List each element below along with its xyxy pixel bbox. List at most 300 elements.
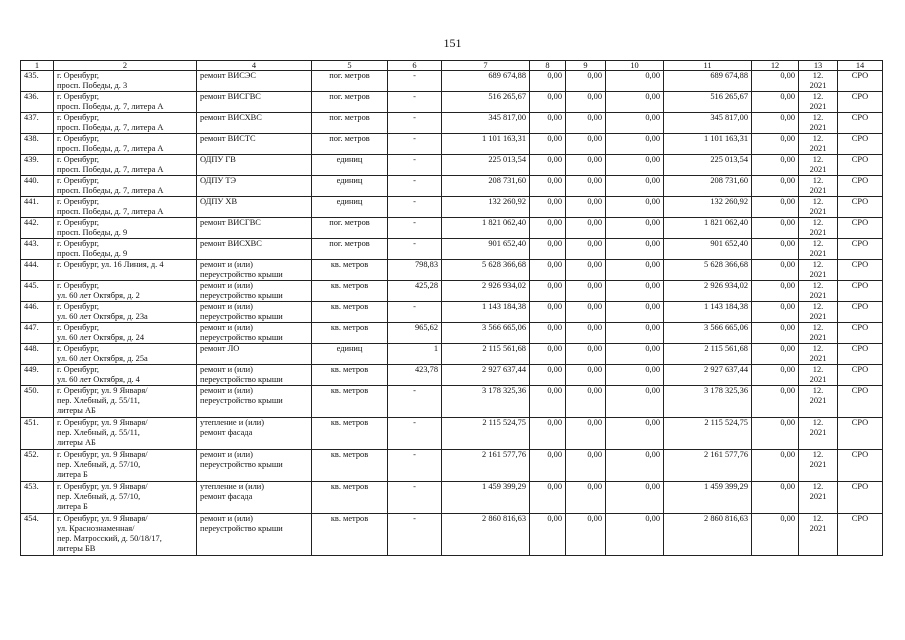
col-8: 0,00: [530, 92, 566, 113]
volume: -: [388, 134, 442, 155]
work-type-line: ремонт фасада: [200, 428, 253, 437]
address-line: пер. Хлебный, д. 55/11,: [57, 396, 140, 405]
table-row: [21, 344, 883, 365]
work-type: [197, 218, 312, 239]
col-10: 0,00: [606, 344, 664, 365]
table-body: [21, 71, 883, 556]
completion-date: [799, 197, 838, 218]
funding-source: СРО: [838, 302, 883, 323]
column-header: 5: [312, 61, 388, 71]
address-line: г. Оренбург,: [57, 281, 100, 290]
total-cost: 3 566 665,06: [442, 323, 530, 344]
funding-source: СРО: [838, 113, 883, 134]
col-10: 0,00: [606, 450, 664, 482]
unit: кв. метров: [312, 281, 388, 302]
work-type-line: ремонт ВИСХВС: [200, 239, 262, 248]
completion-date-line: 2021: [809, 375, 827, 384]
col-11: 2 161 577,76: [664, 450, 752, 482]
total-cost: 132 260,92: [442, 197, 530, 218]
column-header: 7: [442, 61, 530, 71]
volume: -: [388, 386, 442, 418]
col-11: 1 101 163,31: [664, 134, 752, 155]
col-9: 0,00: [566, 482, 606, 514]
col-8: 0,00: [530, 113, 566, 134]
table-row: [21, 482, 883, 514]
address-line: просп. Победы, д. 7, литера А: [57, 186, 164, 195]
table-row: [21, 71, 883, 92]
row-number: 445.: [21, 281, 54, 302]
address-line: г. Оренбург,: [57, 92, 100, 101]
completion-date-line: 2021: [809, 524, 827, 533]
col-10: 0,00: [606, 155, 664, 176]
work-type: [197, 92, 312, 113]
table-row: [21, 92, 883, 113]
address-line: просп. Победы, д. 7, литера А: [57, 144, 164, 153]
col-8: 0,00: [530, 218, 566, 239]
page-number: 151: [443, 36, 462, 50]
table-row: [21, 386, 883, 418]
volume: -: [388, 482, 442, 514]
volume: -: [388, 92, 442, 113]
total-cost: 2 926 934,02: [442, 281, 530, 302]
address: [54, 239, 197, 260]
completion-date-line: 2021: [809, 354, 827, 363]
col-11: 3 178 325,36: [664, 386, 752, 418]
completion-date: [799, 514, 838, 556]
total-cost: 1 821 062,40: [442, 218, 530, 239]
completion-date-line: 12.: [812, 176, 824, 185]
col-11: 1 143 184,38: [664, 302, 752, 323]
volume: -: [388, 514, 442, 556]
volume: 798,83: [388, 260, 442, 281]
volume: -: [388, 218, 442, 239]
address-line: ул. Краснознаменная/: [57, 524, 135, 533]
row-number: 435.: [21, 71, 54, 92]
completion-date-line: 12.: [812, 260, 824, 269]
address: [54, 113, 197, 134]
col-9: 0,00: [566, 344, 606, 365]
work-type: [197, 197, 312, 218]
row-number: 442.: [21, 218, 54, 239]
col-12: 0,00: [752, 260, 799, 281]
col-12: 0,00: [752, 113, 799, 134]
col-11: 1 821 062,40: [664, 218, 752, 239]
column-header: 13: [799, 61, 838, 71]
col-11: 901 652,40: [664, 239, 752, 260]
total-cost: 1 459 399,29: [442, 482, 530, 514]
col-9: 0,00: [566, 71, 606, 92]
table-row: [21, 323, 883, 344]
funding-source: СРО: [838, 365, 883, 386]
completion-date-line: 12.: [812, 197, 824, 206]
work-type-line: ремонт ВИСХВС: [200, 113, 262, 122]
row-number: 451.: [21, 418, 54, 450]
completion-date: [799, 113, 838, 134]
unit: пог. метров: [312, 134, 388, 155]
work-type-line: переустройство крыши: [200, 291, 283, 300]
address-line: пер. Хлебный, д. 57/10,: [57, 492, 141, 501]
completion-date-line: 12.: [812, 302, 824, 311]
col-11: 689 674,88: [664, 71, 752, 92]
total-cost: 689 674,88: [442, 71, 530, 92]
col-12: 0,00: [752, 155, 799, 176]
column-header: 10: [606, 61, 664, 71]
col-8: 0,00: [530, 450, 566, 482]
table-row: [21, 302, 883, 323]
completion-date-line: 12.: [812, 155, 824, 164]
completion-date-line: 2021: [809, 270, 827, 279]
address-line: литеры АБ: [57, 438, 96, 447]
col-8: 0,00: [530, 260, 566, 281]
completion-date-line: 2021: [809, 428, 827, 437]
col-12: 0,00: [752, 281, 799, 302]
volume: -: [388, 71, 442, 92]
table-row: [21, 155, 883, 176]
col-12: 0,00: [752, 239, 799, 260]
column-header: 1: [21, 61, 54, 71]
completion-date-line: 2021: [809, 228, 827, 237]
funding-source: СРО: [838, 239, 883, 260]
col-11: 2 926 934,02: [664, 281, 752, 302]
capital-repair-table: [20, 60, 883, 556]
table-row: [21, 365, 883, 386]
row-number: 446.: [21, 302, 54, 323]
completion-date: [799, 92, 838, 113]
column-header: 11: [664, 61, 752, 71]
column-header: 9: [566, 61, 606, 71]
completion-date-line: 2021: [809, 102, 827, 111]
address-line: г. Оренбург,: [57, 344, 100, 353]
address-line: г. Оренбург,: [57, 155, 100, 164]
address-line: литера Б: [57, 470, 88, 479]
col-8: 0,00: [530, 344, 566, 365]
unit: кв. метров: [312, 386, 388, 418]
total-cost: 225 013,54: [442, 155, 530, 176]
work-type-line: переустройство крыши: [200, 524, 283, 533]
unit: кв. метров: [312, 482, 388, 514]
volume: -: [388, 155, 442, 176]
column-header: 4: [197, 61, 312, 71]
unit: кв. метров: [312, 418, 388, 450]
row-number: 437.: [21, 113, 54, 134]
col-12: 0,00: [752, 482, 799, 514]
address: [54, 386, 197, 418]
work-type-line: переустройство крыши: [200, 270, 283, 279]
completion-date: [799, 302, 838, 323]
table-row: [21, 281, 883, 302]
total-cost: 516 265,67: [442, 92, 530, 113]
col-12: 0,00: [752, 218, 799, 239]
completion-date: [799, 418, 838, 450]
address: [54, 450, 197, 482]
work-type: [197, 281, 312, 302]
address-line: г. Оренбург,: [57, 302, 100, 311]
completion-date-line: 12.: [812, 113, 824, 122]
work-type: [197, 514, 312, 556]
col-8: 0,00: [530, 482, 566, 514]
col-10: 0,00: [606, 302, 664, 323]
address-line: г. Оренбург,: [57, 113, 100, 122]
address-line: просп. Победы, д. 7, литера А: [57, 207, 164, 216]
unit: единиц: [312, 176, 388, 197]
row-number: 438.: [21, 134, 54, 155]
completion-date-line: 2021: [809, 186, 827, 195]
col-12: 0,00: [752, 134, 799, 155]
work-type-line: ремонт ЛО: [200, 344, 240, 353]
column-header: 6: [388, 61, 442, 71]
address-line: литеры АБ: [57, 406, 96, 415]
col-9: 0,00: [566, 302, 606, 323]
row-number: 439.: [21, 155, 54, 176]
address: [54, 155, 197, 176]
col-9: 0,00: [566, 386, 606, 418]
work-type: [197, 386, 312, 418]
column-header: 8: [530, 61, 566, 71]
col-11: 2 927 637,44: [664, 365, 752, 386]
completion-date-line: 12.: [812, 281, 824, 290]
total-cost: 208 731,60: [442, 176, 530, 197]
col-8: 0,00: [530, 365, 566, 386]
table-row: [21, 450, 883, 482]
table-row: [21, 260, 883, 281]
funding-source: СРО: [838, 71, 883, 92]
completion-date-line: 12.: [812, 323, 824, 332]
work-type-line: ремонт и (или): [200, 386, 253, 395]
col-12: 0,00: [752, 418, 799, 450]
funding-source: СРО: [838, 514, 883, 556]
address: [54, 260, 197, 281]
column-header: 2: [54, 61, 197, 71]
col-9: 0,00: [566, 197, 606, 218]
address-line: просп. Победы, д. 7, литера А: [57, 123, 164, 132]
address-line: ул. 60 лет Октября, д. 25а: [57, 354, 148, 363]
table-row: [21, 197, 883, 218]
work-type: [197, 323, 312, 344]
table-row: [21, 176, 883, 197]
address-line: просп. Победы, д. 9: [57, 249, 128, 258]
col-9: 0,00: [566, 113, 606, 134]
work-type: [197, 239, 312, 260]
col-8: 0,00: [530, 302, 566, 323]
completion-date-line: 12.: [812, 134, 824, 143]
work-type-line: переустройство крыши: [200, 312, 283, 321]
address-line: ул. 60 лет Октября, д. 4: [57, 375, 140, 384]
col-10: 0,00: [606, 386, 664, 418]
address-line: литеры БВ: [57, 544, 96, 553]
unit: единиц: [312, 344, 388, 365]
address-line: г. Оренбург,: [57, 71, 100, 80]
col-9: 0,00: [566, 514, 606, 556]
completion-date-line: 2021: [809, 207, 827, 216]
total-cost: 2 860 816,63: [442, 514, 530, 556]
address: [54, 302, 197, 323]
col-11: 516 265,67: [664, 92, 752, 113]
col-11: 3 566 665,06: [664, 323, 752, 344]
col-8: 0,00: [530, 323, 566, 344]
volume: 423,78: [388, 365, 442, 386]
col-9: 0,00: [566, 134, 606, 155]
unit: кв. метров: [312, 260, 388, 281]
work-type-line: ОДПУ ГВ: [200, 155, 236, 164]
completion-date: [799, 482, 838, 514]
address-line: ул. 60 лет Октября, д. 2: [57, 291, 140, 300]
work-type: [197, 134, 312, 155]
col-10: 0,00: [606, 92, 664, 113]
completion-date: [799, 344, 838, 365]
work-type-line: ремонт и (или): [200, 450, 253, 459]
funding-source: СРО: [838, 386, 883, 418]
total-cost: 1 101 163,31: [442, 134, 530, 155]
completion-date: [799, 239, 838, 260]
work-type-line: переустройство крыши: [200, 375, 283, 384]
col-9: 0,00: [566, 323, 606, 344]
completion-date-line: 2021: [809, 312, 827, 321]
col-11: 1 459 399,29: [664, 482, 752, 514]
address-line: ул. 60 лет Октября, д. 23а: [57, 312, 148, 321]
address-line: г. Оренбург, ул. 9 Января/: [57, 386, 148, 395]
address-line: просп. Победы, д. 7, литера А: [57, 165, 164, 174]
completion-date-line: 2021: [809, 333, 827, 342]
row-number: 443.: [21, 239, 54, 260]
unit: кв. метров: [312, 514, 388, 556]
col-11: 2 115 561,68: [664, 344, 752, 365]
col-12: 0,00: [752, 450, 799, 482]
col-9: 0,00: [566, 450, 606, 482]
col-10: 0,00: [606, 197, 664, 218]
col-9: 0,00: [566, 239, 606, 260]
completion-date-line: 2021: [809, 492, 827, 501]
col-8: 0,00: [530, 197, 566, 218]
address-line: г. Оренбург,: [57, 239, 100, 248]
completion-date-line: 12.: [812, 92, 824, 101]
work-type: [197, 418, 312, 450]
completion-date-line: 12.: [812, 344, 824, 353]
col-10: 0,00: [606, 365, 664, 386]
address: [54, 176, 197, 197]
col-10: 0,00: [606, 134, 664, 155]
completion-date-line: 12.: [812, 418, 824, 427]
address-line: г. Оренбург, ул. 9 Января/: [57, 514, 148, 523]
col-12: 0,00: [752, 514, 799, 556]
completion-date: [799, 386, 838, 418]
col-12: 0,00: [752, 386, 799, 418]
volume: 965,62: [388, 323, 442, 344]
col-8: 0,00: [530, 418, 566, 450]
row-number: 453.: [21, 482, 54, 514]
col-12: 0,00: [752, 197, 799, 218]
col-10: 0,00: [606, 218, 664, 239]
work-type-line: утепление и (или): [200, 482, 265, 491]
total-cost: 901 652,40: [442, 239, 530, 260]
address-line: г. Оренбург, ул. 9 Января/: [57, 418, 148, 427]
col-11: 2 860 816,63: [664, 514, 752, 556]
row-number: 440.: [21, 176, 54, 197]
completion-date-line: 2021: [809, 81, 827, 90]
col-12: 0,00: [752, 176, 799, 197]
col-8: 0,00: [530, 239, 566, 260]
work-type-line: утепление и (или): [200, 418, 265, 427]
work-type-line: ремонт ВИСТС: [200, 134, 256, 143]
col-8: 0,00: [530, 281, 566, 302]
col-9: 0,00: [566, 365, 606, 386]
work-type-line: ремонт ВИСЭС: [200, 71, 256, 80]
funding-source: СРО: [838, 281, 883, 302]
work-type-line: ремонт фасада: [200, 492, 253, 501]
row-number: 448.: [21, 344, 54, 365]
funding-source: СРО: [838, 418, 883, 450]
row-number: 452.: [21, 450, 54, 482]
address-line: пер. Хлебный, д. 55/11,: [57, 428, 140, 437]
work-type: [197, 260, 312, 281]
unit: кв. метров: [312, 365, 388, 386]
work-type: [197, 450, 312, 482]
completion-date: [799, 365, 838, 386]
work-type: [197, 155, 312, 176]
address: [54, 71, 197, 92]
completion-date: [799, 218, 838, 239]
total-cost: 1 143 184,38: [442, 302, 530, 323]
work-type: [197, 176, 312, 197]
col-10: 0,00: [606, 514, 664, 556]
completion-date: [799, 281, 838, 302]
address-line: просп. Победы, д. 9: [57, 228, 128, 237]
column-header-row: [21, 61, 883, 71]
completion-date-line: 2021: [809, 144, 827, 153]
funding-source: СРО: [838, 450, 883, 482]
volume: -: [388, 450, 442, 482]
table-row: [21, 418, 883, 450]
completion-date-line: 12.: [812, 239, 824, 248]
work-type-line: ремонт ВИСГВС: [200, 92, 261, 101]
address: [54, 281, 197, 302]
work-type-line: переустройство крыши: [200, 396, 283, 405]
address-line: г. Оренбург,: [57, 323, 100, 332]
row-number: 444.: [21, 260, 54, 281]
unit: пог. метров: [312, 71, 388, 92]
address-line: пер. Матросский, д. 50/18/17,: [57, 534, 162, 543]
col-9: 0,00: [566, 155, 606, 176]
completion-date: [799, 134, 838, 155]
funding-source: СРО: [838, 260, 883, 281]
address-line: г. Оренбург, ул. 9 Января/: [57, 482, 148, 491]
volume: -: [388, 302, 442, 323]
total-cost: 2 927 637,44: [442, 365, 530, 386]
work-type-line: ремонт и (или): [200, 302, 253, 311]
volume: 1: [388, 344, 442, 365]
unit: единиц: [312, 155, 388, 176]
col-8: 0,00: [530, 176, 566, 197]
funding-source: СРО: [838, 134, 883, 155]
row-number: 436.: [21, 92, 54, 113]
address: [54, 365, 197, 386]
completion-date: [799, 260, 838, 281]
work-type-line: ремонт ВИСГВС: [200, 218, 261, 227]
table-row: [21, 514, 883, 556]
address-line: г. Оренбург, ул. 16 Линия, д. 4: [57, 260, 164, 269]
completion-date-line: 12.: [812, 386, 824, 395]
col-10: 0,00: [606, 176, 664, 197]
address-line: просп. Победы, д. 7, литера А: [57, 102, 164, 111]
col-11: 5 628 366,68: [664, 260, 752, 281]
unit: пог. метров: [312, 218, 388, 239]
row-number: 449.: [21, 365, 54, 386]
unit: кв. метров: [312, 323, 388, 344]
col-9: 0,00: [566, 176, 606, 197]
work-type: [197, 344, 312, 365]
col-11: 225 013,54: [664, 155, 752, 176]
work-type-line: ОДПУ ХВ: [200, 197, 238, 206]
total-cost: 345 817,00: [442, 113, 530, 134]
